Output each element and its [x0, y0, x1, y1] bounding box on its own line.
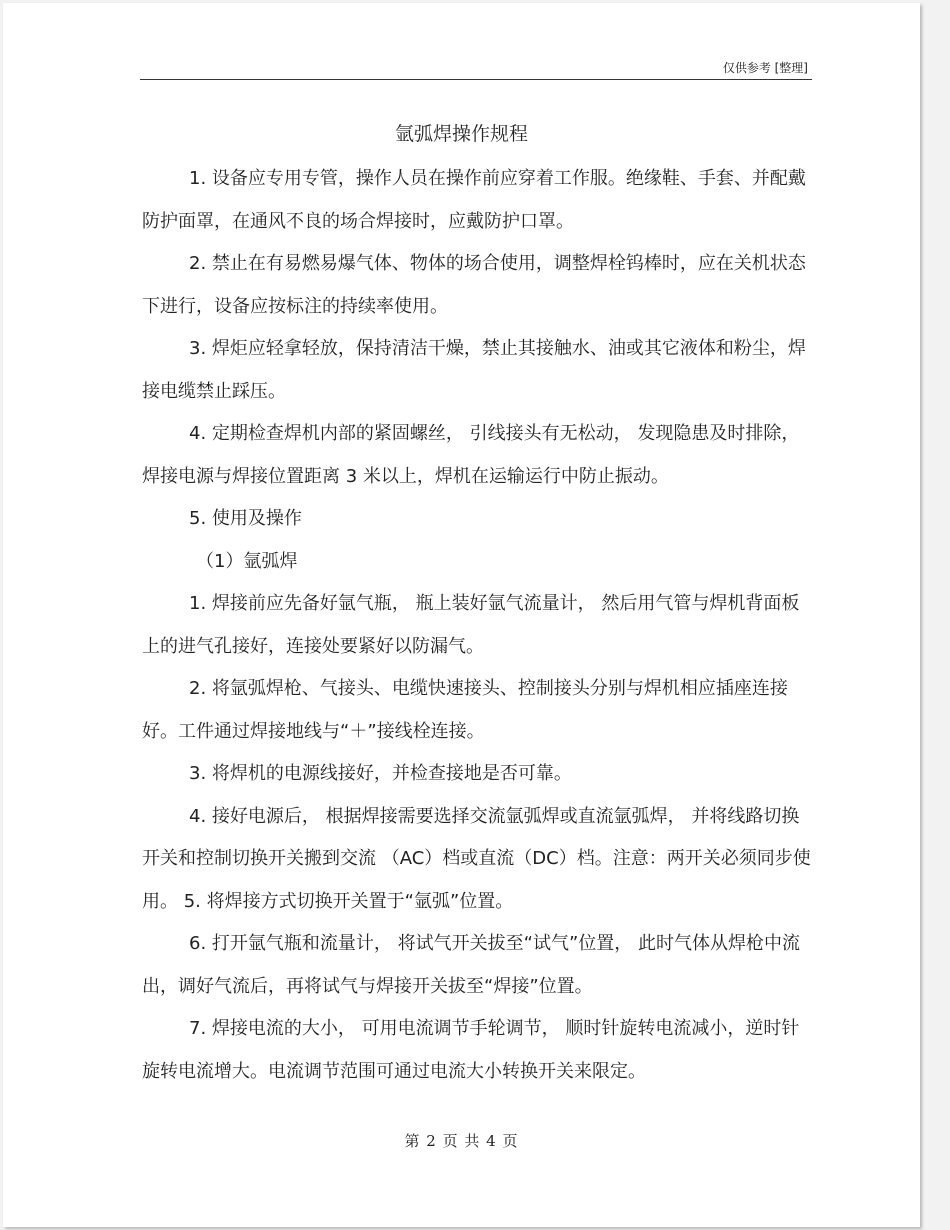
paragraph-1: 1. 设备应专用专管，操作人员在操作前应穿着工作服。绝缘鞋、手套、并配戴防护面罩，在通风不良的场合焊接时，应戴防护口罩。 [142, 168, 806, 232]
document-title: 氩弧焊操作规程 [394, 123, 528, 145]
step-4-5: 4. 接好电源后， 根据焊接需要选择交流氩弧焊或直流氩弧焊， 并将线路切换开关和控制切换开关搬到交流 （AC）档或直流（DC）档。注意：两开关必须同步使用。 5. 将焊接方式切换开关置于“氩弧”位置。 [142, 805, 811, 912]
step-6: 6. 打开氩气瓶和流量计， 将试气开关拔至“试气”位置， 此时气体从焊枪中流出，调好气流后，再将试气与焊接开关拔至“焊接”位置。 [142, 933, 800, 997]
header-note: 仅供参考 [整理] [722, 61, 808, 75]
step-2: 2. 将氩弧焊枪、气接头、电缆快速接头、控制接头分别与焊机相应插座连接好。工件通过焊接地线与“＋”接线栓连接。 [142, 678, 788, 742]
step-1: 1. 焊接前应先备好氩气瓶， 瓶上装好氩气流量计， 然后用气管与焊机背面板上的进气孔接好，连接处要紧好以防漏气。 [142, 593, 800, 657]
paragraph-2: 2. 禁止在有易燃易爆气体、物体的场合使用，调整焊栓钨棒时，应在关机状态下进行，设备应按标注的持续率使用。 [142, 253, 806, 317]
header-divider [140, 79, 812, 80]
section-heading-usage: 5. 使用及操作 [189, 508, 302, 529]
document-page [3, 3, 920, 1227]
paragraph-4: 4. 定期检查焊机内部的紧固螺丝， 引线接头有无松动， 发现隐患及时排除，焊接电源与焊接位置距离 3 米以上，焊机在运输运行中防止振动。 [142, 423, 800, 487]
step-7: 7. 焊接电流的大小， 可用电流调节手轮调节， 顺时针旋转电流减小，逆时针旋转电流增大。电流调节范围可通过电流大小转换开关来限定。 [142, 1018, 800, 1082]
page-number: 第 2 页 共 4 页 [404, 1132, 519, 1150]
step-3: 3. 将焊机的电源线接好，并检查接地是否可靠。 [189, 763, 572, 784]
document-body [142, 158, 812, 1093]
subsection-heading-argon-arc: （1）氩弧焊 [196, 550, 298, 572]
paragraph-3: 3. 焊炬应轻拿轻放，保持清洁干燥，禁止其接触水、油或其它液体和粉尘，焊接电缆禁止踩压。 [142, 338, 806, 402]
